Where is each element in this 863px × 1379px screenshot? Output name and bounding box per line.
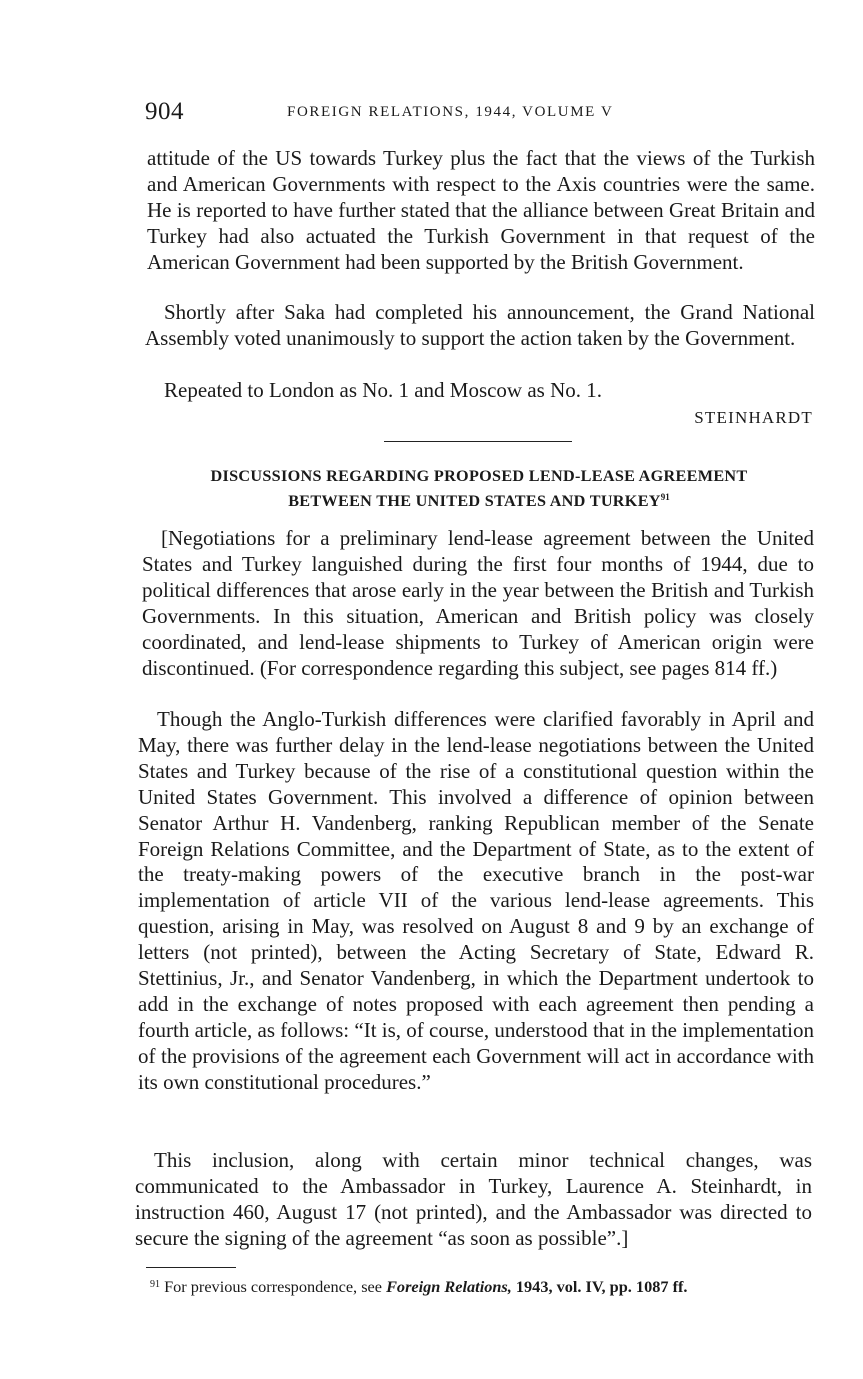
signature: STEINHARDT bbox=[694, 408, 813, 427]
paragraph-continued: attitude of the US towards Turkey plus the fact that the views of the Turkish and American Governments with respect to the Axis countries were the same. He is reported to have further stated that the alliance between Great Britain and Turkey had also actuated the Turkish Government in that request of the American Government had been supported by the British Government. bbox=[147, 146, 815, 274]
section-heading-line2-text: BETWEEN THE UNITED STATES AND TURKEY bbox=[288, 492, 661, 510]
section-divider bbox=[384, 441, 572, 442]
paragraph-anglo-turkish: Though the Anglo-Turkish differences were clarified favorably in April and May, there was further delay in the lend-lease negotiations between the United States and Turkey because of the rise of a constitutional question within the United States Government. This involved a difference of opinion between Senator Arthur H. Vandenberg, ranking Republican member of the Senate Foreign Relations Committee, and the Department of State, as to the extent of the treaty-making powers of the executive branch in the post-war implementation of article VII of the various lend-lease agreements. This question, arising in May, was resolved on August 8 and 9 by an exchange of letters (not printed), between the Acting Secretary of State, Edward R. Stettinius, Jr., and Senator Vandenberg, in which the Department undertook to add in the exchange of notes proposed with each agreement then pending a fourth article, as follows: “It is, of course, understood that in the implementation of the provisions of the agreement each Government will act in accordance with its own constitutional procedures.” bbox=[138, 707, 814, 1094]
footnote-reference: 91 bbox=[660, 492, 670, 502]
paragraph-inclusion: This inclusion, along with certain minor technical changes, was communicated to the Ambassador in Turkey, Laurence A. Steinhardt, in instruction 460, August 17 (not printed), and the Ambassador was directed to secure the signing of the agreement “as soon as possible”.] bbox=[135, 1148, 812, 1250]
section-heading-line2 bbox=[140, 487, 818, 512]
page-header bbox=[145, 98, 815, 128]
section-heading-line1: DISCUSSIONS REGARDING PROPOSED LEND-LEASE AGREEMENT bbox=[210, 467, 748, 485]
paragraph-repeated: Repeated to London as No. 1 and Moscow as No. 1. bbox=[164, 378, 603, 402]
section-heading bbox=[140, 466, 818, 512]
footnote bbox=[150, 1274, 687, 1298]
footnote-text-after: 1943, vol. IV, pp. 1087 ff. bbox=[511, 1277, 688, 1296]
footnote-source-title: Foreign Relations, bbox=[386, 1277, 512, 1296]
footnote-divider bbox=[146, 1267, 236, 1268]
paragraph-negotiations: [Negotiations for a preliminary lend-lease agreement between the United States and Turkey languished during the first four months of 1944, due to political differences that arose early in the year between the British and Turkish Governments. In this situation, American and British policy was closely coordinated, and lend-lease shipments to Turkey of American origin were discontinued. (For correspondence regarding this subject, see pages 814 ff.) bbox=[142, 526, 814, 680]
footnote-text-before: For previous correspondence, see bbox=[164, 1277, 387, 1296]
paragraph-assembly-vote: Shortly after Saka had completed his announcement, the Grand National Assembly voted unanimously to support the action taken by the Government. bbox=[145, 300, 815, 350]
footnote-number: 91 bbox=[150, 1279, 160, 1290]
running-head: FOREIGN RELATIONS, 1944, VOLUME V bbox=[287, 104, 614, 120]
page-number: 904 bbox=[145, 98, 184, 125]
